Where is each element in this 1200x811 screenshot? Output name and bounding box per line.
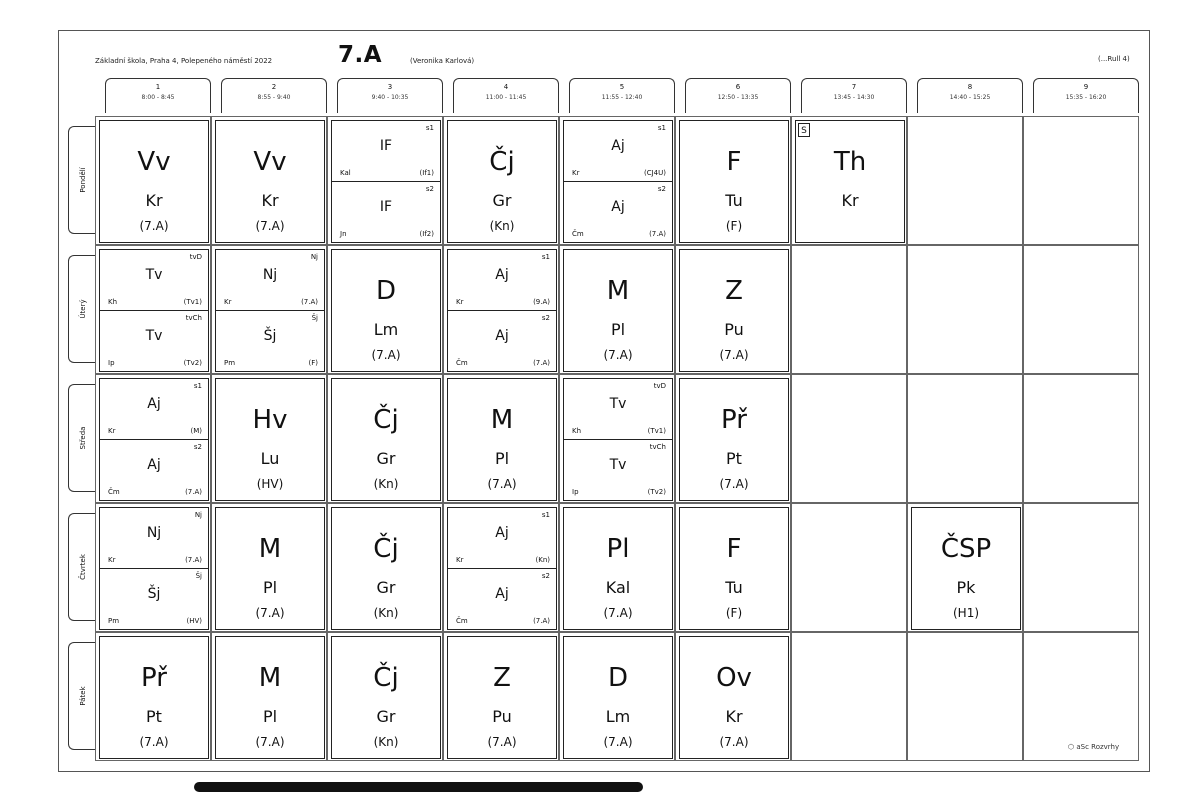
lesson-teacher: Jn xyxy=(340,230,347,238)
lesson-subject: Vv xyxy=(137,147,171,177)
timetable-slot[interactable] xyxy=(443,632,559,761)
lesson-subject: Tv xyxy=(145,327,163,344)
lesson-teacher: Kh xyxy=(572,426,582,435)
logo-icon: ⬡ xyxy=(1068,743,1077,751)
split-lesson-cell xyxy=(563,120,673,243)
lesson-cell[interactable] xyxy=(331,636,441,759)
lesson-teacher: Ip xyxy=(572,488,579,496)
lesson-room: (CJ4U) xyxy=(644,168,666,177)
lesson-teacher: Gr xyxy=(376,449,396,468)
period-header-8 xyxy=(917,78,1023,113)
lesson-room: (7.A) xyxy=(487,735,517,749)
lesson-subject: Tv xyxy=(609,396,627,412)
lesson-room: (7.A) xyxy=(139,735,169,749)
day-label: Pátek xyxy=(78,686,87,706)
day-label: Čtvrtek xyxy=(78,554,87,580)
lesson-room: (Kn) xyxy=(373,735,399,749)
timetable-slot xyxy=(1023,503,1139,632)
group-lesson-top[interactable] xyxy=(100,250,208,311)
lesson-subject: M xyxy=(606,276,630,306)
lesson-room: (F) xyxy=(725,219,743,233)
lesson-room: (9.A) xyxy=(533,297,550,306)
lesson-cell[interactable] xyxy=(679,636,789,759)
timetable-slot xyxy=(907,116,1023,245)
lesson-group: s2 xyxy=(425,184,434,193)
lesson-teacher: Kr xyxy=(108,555,116,564)
lesson-cell[interactable] xyxy=(679,249,789,372)
lesson-room: (7.A) xyxy=(371,348,401,362)
timetable-slot[interactable] xyxy=(95,245,211,374)
period-time: 8:55 - 9:40 xyxy=(257,94,291,101)
lesson-room: (7.A) xyxy=(603,735,633,749)
timetable-slot[interactable] xyxy=(675,632,791,761)
lesson-teacher: Kal xyxy=(605,578,631,597)
timetable-slot[interactable] xyxy=(907,503,1023,632)
lesson-room: (If1) xyxy=(419,168,434,177)
lesson-cell[interactable] xyxy=(447,120,557,243)
period-time: 14:40 - 15:25 xyxy=(949,94,991,101)
lesson-cell[interactable] xyxy=(679,120,789,243)
lesson-teacher: Kr xyxy=(841,191,859,210)
lesson-group: s2 xyxy=(193,442,202,451)
lesson-cell[interactable] xyxy=(563,249,673,372)
timetable-slot[interactable] xyxy=(443,116,559,245)
lesson-room: (Tv1) xyxy=(183,297,202,306)
lesson-subject: Čj xyxy=(373,534,399,564)
lesson-room: (Tv1) xyxy=(647,426,666,435)
group-lesson-top[interactable] xyxy=(564,379,672,440)
period-time: 12:50 - 13:35 xyxy=(717,94,759,101)
lesson-room: (7.A) xyxy=(533,359,550,367)
timetable-slot xyxy=(791,245,907,374)
lesson-teacher: Kal xyxy=(340,168,351,177)
group-lesson-bottom[interactable] xyxy=(448,311,556,372)
lesson-room: (7.A) xyxy=(719,477,749,491)
lesson-group: s1 xyxy=(193,382,202,390)
period-number: 4 xyxy=(503,83,509,91)
timetable-slot[interactable] xyxy=(559,245,675,374)
lesson-room: (M) xyxy=(190,426,202,435)
timetable-slot xyxy=(907,374,1023,503)
period-time: 9:40 - 10:35 xyxy=(371,94,409,101)
lesson-room: (7.A) xyxy=(603,348,633,362)
timetable-slot xyxy=(791,503,907,632)
lesson-subject: Z xyxy=(725,276,743,306)
period-header-4 xyxy=(453,78,559,113)
lesson-subject: F xyxy=(726,534,742,564)
split-lesson-cell xyxy=(447,249,557,372)
class-teacher: (Veronika Karlová) xyxy=(410,57,475,65)
lesson-room: (Kn) xyxy=(489,219,515,233)
period-time: 11:00 - 11:45 xyxy=(485,94,527,101)
lesson-teacher: Gr xyxy=(376,578,396,597)
group-lesson-bottom[interactable] xyxy=(100,440,208,501)
lesson-teacher: Čm xyxy=(572,230,584,238)
lesson-subject: Př xyxy=(141,663,167,693)
split-lesson-cell xyxy=(331,120,441,243)
period-time: 8:00 - 8:45 xyxy=(141,94,175,101)
lesson-subject: Aj xyxy=(147,456,161,473)
timetable-slot[interactable] xyxy=(675,374,791,503)
period-number: 2 xyxy=(271,83,277,91)
timetable-slot xyxy=(1023,245,1139,374)
period-header-7 xyxy=(801,78,907,113)
timetable-slot xyxy=(791,632,907,761)
day-header-1 xyxy=(68,126,96,234)
lesson-teacher: Tu xyxy=(725,578,743,597)
lesson-group: s1 xyxy=(657,124,666,132)
lesson-room: (7.A) xyxy=(255,219,285,233)
header-right-note: (...Rull 4) xyxy=(1098,55,1130,63)
lesson-group: s2 xyxy=(541,313,550,322)
lesson-group: s1 xyxy=(541,511,550,519)
lesson-room: (HV) xyxy=(186,617,202,625)
lesson-teacher: Kr xyxy=(108,426,116,435)
group-lesson-top[interactable] xyxy=(100,379,208,440)
lesson-teacher: Ip xyxy=(108,359,115,367)
timetable-slot[interactable] xyxy=(327,632,443,761)
school-name: Základní škola, Praha 4, Polepeného náměstí 2022 xyxy=(95,57,273,65)
lesson-subject: Šj xyxy=(263,327,277,344)
period-number: 8 xyxy=(967,83,973,91)
group-lesson-top[interactable] xyxy=(564,121,672,182)
lesson-teacher: Pu xyxy=(724,320,744,339)
group-lesson-bottom[interactable] xyxy=(564,182,672,243)
lesson-subject: Tv xyxy=(609,456,627,473)
group-lesson-top[interactable] xyxy=(448,250,556,311)
lesson-room: (7.A) xyxy=(603,606,633,620)
period-time: 15:35 - 16:20 xyxy=(1065,94,1107,101)
lesson-cell[interactable] xyxy=(331,378,441,501)
group-lesson-top[interactable] xyxy=(448,508,556,569)
lesson-subject: Aj xyxy=(611,198,625,215)
lesson-subject: Čj xyxy=(373,405,399,435)
lesson-cell[interactable] xyxy=(795,120,905,243)
software-logo xyxy=(1068,743,1119,751)
period-number: 3 xyxy=(387,83,393,91)
lesson-group: Šj xyxy=(311,313,318,322)
lesson-teacher: Gr xyxy=(376,707,396,726)
lesson-room: (7.A) xyxy=(185,488,202,496)
group-lesson-top[interactable] xyxy=(216,250,324,311)
lesson-subject: Pl xyxy=(606,534,630,564)
group-lesson-bottom[interactable] xyxy=(332,182,440,243)
lesson-group: s2 xyxy=(657,184,666,193)
split-lesson-cell xyxy=(99,507,209,630)
split-lesson-cell xyxy=(215,249,325,372)
period-number: 7 xyxy=(851,83,857,91)
lesson-subject: Šj xyxy=(147,585,161,602)
day-label: Pondělí xyxy=(78,167,87,193)
lesson-subject: Aj xyxy=(495,585,509,602)
lesson-teacher: Kr xyxy=(725,707,743,726)
lesson-teacher: Pl xyxy=(610,320,626,339)
lesson-teacher: Pu xyxy=(492,707,512,726)
timetable-slot[interactable] xyxy=(559,503,675,632)
lesson-subject: Tv xyxy=(145,267,163,283)
day-label: Úterý xyxy=(78,299,87,319)
timetable-slot[interactable] xyxy=(443,503,559,632)
timetable-slot[interactable] xyxy=(327,503,443,632)
lesson-room: (7.A) xyxy=(139,219,169,233)
lesson-group: s1 xyxy=(541,253,550,261)
period-number: 5 xyxy=(619,83,625,91)
period-header-2 xyxy=(221,78,327,113)
lesson-cell[interactable] xyxy=(215,378,325,501)
period-header-3 xyxy=(337,78,443,113)
lesson-subject: Př xyxy=(721,405,747,435)
timetable-slot[interactable] xyxy=(675,245,791,374)
lesson-cell[interactable] xyxy=(679,378,789,501)
timetable-slot xyxy=(1023,632,1139,761)
lesson-teacher: Čm xyxy=(456,617,468,625)
group-lesson-bottom[interactable] xyxy=(216,311,324,372)
lesson-cell[interactable] xyxy=(331,507,441,630)
lesson-teacher: Pl xyxy=(262,707,278,726)
timetable-slot[interactable] xyxy=(559,116,675,245)
period-number: 6 xyxy=(735,83,741,91)
logo-text: aSc Rozvrhy xyxy=(1076,743,1120,751)
split-lesson-cell xyxy=(447,507,557,630)
period-number: 9 xyxy=(1083,83,1089,91)
lesson-teacher: Kr xyxy=(572,168,580,177)
period-time: 11:55 - 12:40 xyxy=(601,94,643,101)
lesson-room: (7.A) xyxy=(301,297,318,306)
lesson-teacher: Čm xyxy=(108,488,120,496)
timetable-slot[interactable] xyxy=(211,374,327,503)
timetable-slot xyxy=(1023,116,1139,245)
lesson-cell[interactable] xyxy=(215,636,325,759)
lesson-teacher: Lm xyxy=(373,320,399,339)
lesson-room: (7.A) xyxy=(649,230,666,238)
lesson-group: Šj xyxy=(195,571,202,580)
lesson-group: tvD xyxy=(189,253,202,261)
timetable-slot[interactable] xyxy=(327,116,443,245)
lesson-teacher: Kr xyxy=(145,191,163,210)
lesson-teacher: Pt xyxy=(726,449,742,468)
split-lesson-cell xyxy=(99,249,209,372)
lesson-cell[interactable] xyxy=(911,507,1021,630)
day-label: Středa xyxy=(78,426,87,450)
lesson-subject: D xyxy=(607,663,629,693)
lesson-room: (Kn) xyxy=(373,606,399,620)
timetable-slot xyxy=(791,374,907,503)
lesson-subject: IF xyxy=(379,138,393,154)
lesson-subject: M xyxy=(258,663,282,693)
timetable-slot[interactable] xyxy=(675,116,791,245)
lesson-subject: Th xyxy=(833,147,867,177)
lesson-room: (Tv2) xyxy=(183,359,202,367)
timetable-slot[interactable] xyxy=(791,116,907,245)
split-lesson-cell xyxy=(99,378,209,501)
timetable-slot[interactable] xyxy=(211,245,327,374)
lesson-subject: Vv xyxy=(253,147,287,177)
group-lesson-top[interactable] xyxy=(100,508,208,569)
timetable-slot[interactable] xyxy=(443,245,559,374)
lesson-teacher: Kr xyxy=(261,191,279,210)
timetable-slot[interactable] xyxy=(95,374,211,503)
lesson-room: (Kn) xyxy=(373,477,399,491)
lesson-room: (HV) xyxy=(256,477,284,491)
lesson-subject: Z xyxy=(493,663,511,693)
lesson-room: (F) xyxy=(308,359,318,367)
lesson-room: (7.A) xyxy=(719,735,749,749)
timetable-slot xyxy=(1023,374,1139,503)
horizontal-scrollbar[interactable] xyxy=(194,782,643,792)
lesson-room: (7.A) xyxy=(255,606,285,620)
day-header-4 xyxy=(68,513,96,621)
period-time: 13:45 - 14:30 xyxy=(833,94,875,101)
lesson-subject: M xyxy=(490,405,514,435)
lesson-subject: Čj xyxy=(489,147,515,177)
lesson-group: s1 xyxy=(425,124,434,132)
timetable-slot[interactable] xyxy=(95,116,211,245)
period-header-1 xyxy=(105,78,211,113)
lesson-group: Nj xyxy=(310,253,318,261)
lesson-subject: Aj xyxy=(611,138,625,154)
lesson-group: tvCh xyxy=(649,442,666,451)
lesson-subject: Nj xyxy=(146,525,162,541)
split-lesson-cell xyxy=(563,378,673,501)
period-header-9 xyxy=(1033,78,1139,113)
lesson-group: Nj xyxy=(194,511,202,519)
timetable-slot[interactable] xyxy=(211,116,327,245)
lesson-room: (7.A) xyxy=(719,348,749,362)
timetable-slot[interactable] xyxy=(675,503,791,632)
lesson-room: (Tv2) xyxy=(647,488,666,496)
lesson-marker: S xyxy=(798,123,810,137)
lesson-teacher: Pk xyxy=(956,578,976,597)
lesson-room: (7.A) xyxy=(533,617,550,625)
lesson-room: (F) xyxy=(725,606,743,620)
lesson-teacher: Pl xyxy=(494,449,510,468)
group-lesson-bottom[interactable] xyxy=(100,569,208,630)
lesson-teacher: Pm xyxy=(108,617,120,625)
timetable-slot[interactable] xyxy=(211,503,327,632)
day-header-5 xyxy=(68,642,96,750)
lesson-subject: Čj xyxy=(373,663,399,693)
day-header-3 xyxy=(68,384,96,492)
timetable-slot[interactable] xyxy=(559,374,675,503)
timetable-slot xyxy=(907,632,1023,761)
lesson-subject: Aj xyxy=(495,267,509,283)
lesson-cell[interactable] xyxy=(331,249,441,372)
lesson-subject: Aj xyxy=(495,327,509,344)
lesson-room: (H1) xyxy=(952,606,980,620)
group-lesson-top[interactable] xyxy=(332,121,440,182)
lesson-group: tvCh xyxy=(185,313,202,322)
group-lesson-bottom[interactable] xyxy=(564,440,672,501)
lesson-subject: Hv xyxy=(252,405,288,435)
lesson-subject: IF xyxy=(379,198,393,215)
lesson-cell[interactable] xyxy=(563,636,673,759)
lesson-subject: F xyxy=(726,147,742,177)
page-title: 7.A xyxy=(338,42,383,68)
timetable-slot[interactable] xyxy=(327,245,443,374)
lesson-cell[interactable] xyxy=(563,507,673,630)
lesson-cell[interactable] xyxy=(215,507,325,630)
lesson-teacher: Kr xyxy=(456,297,464,306)
timetable-slot[interactable] xyxy=(559,632,675,761)
timetable-slot[interactable] xyxy=(443,374,559,503)
lesson-subject: D xyxy=(375,276,397,306)
period-number: 1 xyxy=(155,83,161,91)
lesson-teacher: Pt xyxy=(146,707,162,726)
lesson-room: (Kn) xyxy=(535,555,550,564)
lesson-teacher: Kr xyxy=(456,555,464,564)
lesson-cell[interactable] xyxy=(679,507,789,630)
lesson-subject: Aj xyxy=(147,396,161,412)
lesson-subject: ČSP xyxy=(940,534,992,564)
timetable-slot xyxy=(907,245,1023,374)
lesson-teacher: Tu xyxy=(725,191,743,210)
lesson-teacher: Lm xyxy=(605,707,631,726)
lesson-subject: Nj xyxy=(262,267,278,283)
lesson-teacher: Pl xyxy=(262,578,278,597)
lesson-cell[interactable] xyxy=(215,120,325,243)
period-header-6 xyxy=(685,78,791,113)
lesson-cell[interactable] xyxy=(447,378,557,501)
lesson-room: (7.A) xyxy=(487,477,517,491)
lesson-cell[interactable] xyxy=(99,636,209,759)
lesson-teacher: Pm xyxy=(224,359,236,367)
lesson-teacher: Gr xyxy=(492,191,512,210)
timetable-slot[interactable] xyxy=(95,632,211,761)
lesson-teacher: Kh xyxy=(108,297,118,306)
timetable-slot[interactable] xyxy=(95,503,211,632)
lesson-room: (If2) xyxy=(419,230,434,238)
lesson-cell[interactable] xyxy=(447,636,557,759)
lesson-teacher: Čm xyxy=(456,359,468,367)
group-lesson-bottom[interactable] xyxy=(448,569,556,630)
lesson-subject: Ov xyxy=(716,663,752,693)
timetable-slot[interactable] xyxy=(327,374,443,503)
lesson-room: (7.A) xyxy=(185,555,202,564)
lesson-teacher: Lu xyxy=(260,449,280,468)
timetable-slot[interactable] xyxy=(211,632,327,761)
lesson-teacher: Kr xyxy=(224,297,232,306)
lesson-group: tvD xyxy=(653,382,666,390)
lesson-room: (7.A) xyxy=(255,735,285,749)
lesson-subject: Aj xyxy=(495,525,509,541)
lesson-cell[interactable] xyxy=(99,120,209,243)
group-lesson-bottom[interactable] xyxy=(100,311,208,372)
period-header-5 xyxy=(569,78,675,113)
lesson-group: s2 xyxy=(541,571,550,580)
lesson-subject: M xyxy=(258,534,282,564)
day-header-2 xyxy=(68,255,96,363)
